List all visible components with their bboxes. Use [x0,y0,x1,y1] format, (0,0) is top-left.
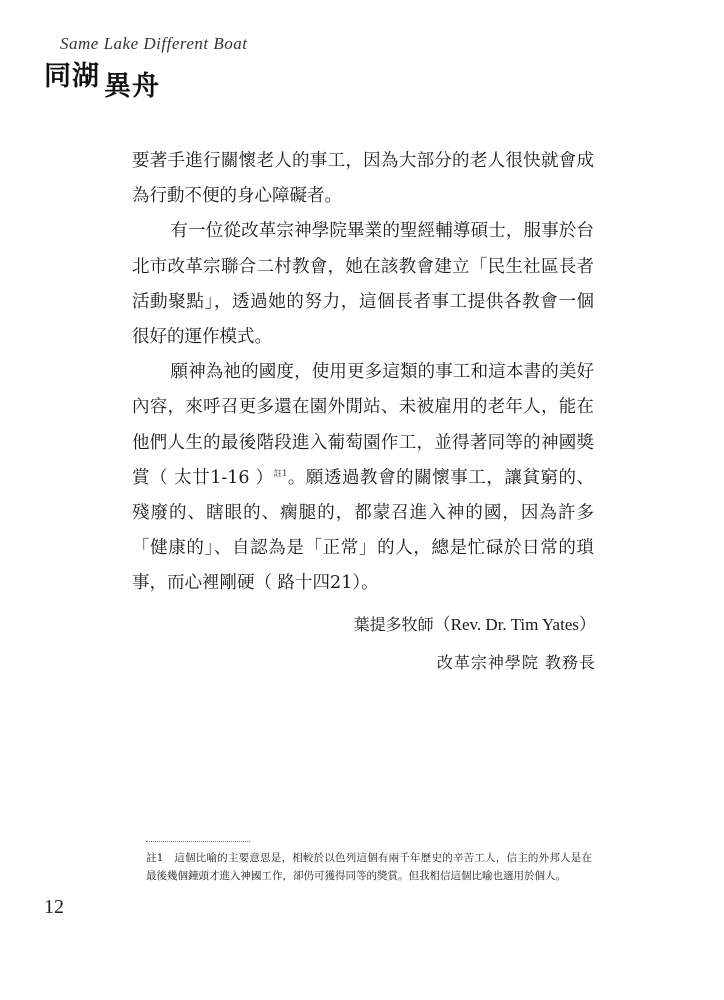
paragraph-2: 有一位從改革宗神學院畢業的聖經輔導碩士，服事於台北市改革宗聯合二村教會，她在該教會建立「民生社區長者活動聚點」，透過她的努力，這個長者事工提供各教會一個很好的運作模式。 [132,221,594,348]
header-script-subtitle: Same Lake Different Boat [60,34,248,53]
footnote-divider [146,841,250,842]
signature-name-chinese: 葉提多牧師 [353,615,434,634]
footnote: 註1 這個比喻的主要意思是，相較於以色列這個有兩千年歷史的辛苦工人，信主的外邦人是在最後幾個鐘頭才進入神國工作，卻仍可獲得同等的獎賞。但我相信這個比喻也適用於個人。 [146,852,592,882]
header-title-first: 同湖 [44,61,100,92]
body-text [132,144,594,602]
paragraph-3-text-b: 。願透過教會的關懷事工，讓貧窮的、殘廢的、瞎眼的、瘸腿的，都蒙召進入神的國，因為許多「健康的」、自認為是「正常」的人，總是忙碌於日常的瑣事，而心裡剛硬（ 路十四21）。 [132,467,595,594]
header-title-second: 異舟 [104,71,160,102]
paragraph-3 [132,355,594,601]
footnote-marker: 註1 [273,469,288,478]
signature-name-english: （Rev. Dr. Tim Yates） [433,615,596,634]
running-header [44,34,264,104]
paragraph-1: 要著手進行關懷老人的事工，因為大部分的老人很快就會成為行動不便的身心障礙者。 [132,151,594,207]
page-number: 12 [44,896,64,918]
paragraph-3-text-a: 願神為祂的國度，使用更多這類的事工和這本書的美好內容，來呼召更多還在園外閒站、未被雇用的老年人，能在他們人生的最後階段進入葡萄園作工，並得著同等的神國獎賞（ 太廿1-16 ） [132,362,594,488]
signature-name [354,610,596,635]
signature-role: 改革宗神學院 教務長 [436,653,596,672]
